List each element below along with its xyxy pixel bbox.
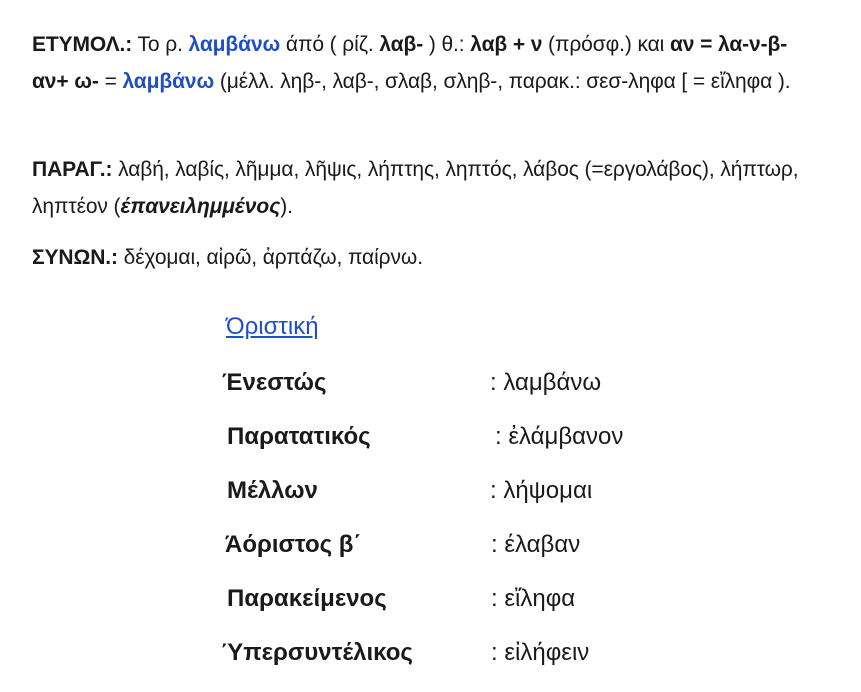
derivatives-emphasis: έπανειλημμένος — [120, 195, 281, 218]
etymology-text: = — [98, 70, 123, 93]
verb-form: : ἐλάμβανον — [495, 423, 624, 450]
etymology-text: (πρόσφ.) και — [542, 33, 670, 56]
lemma-highlight: λαμβάνω — [188, 33, 281, 56]
tense-label: Ύπερσυντέλικος — [221, 639, 413, 666]
verb-form: : εἴληφα — [491, 585, 576, 612]
etymology-label: ΕΤΥΜΟΛ.: — [32, 33, 133, 56]
derivatives-text: λαβή, λαβίς, λῆμμα, λῆψις, λήπτης, ληπτός, λάβος (=εργολάβος), λήπτωρ, ληπτέον ( — [32, 158, 799, 218]
tense-label: Άόριστος β΄ — [225, 531, 362, 558]
tense-label: Ένεστώς — [222, 369, 327, 396]
etymology-text: (μέλλ. ληβ-, λαβ-, σλαβ, σληβ-, παρακ.: σεσ-ληφα [ = εἴληφα ). — [214, 70, 791, 93]
tense-label: Μέλλων — [227, 477, 318, 504]
tense-label: Παρακείμενος — [227, 585, 387, 612]
verb-form: : λήψομαι — [490, 477, 593, 504]
root-formula: λαβ + ν — [470, 33, 543, 56]
etymology-text: άπό ( ρίζ. — [280, 33, 380, 56]
synonyms-text: δέχομαι, αἰρῶ, ἁρπάζω, παίρνω. — [117, 246, 423, 269]
verb-form: : εἰλήφειν — [491, 639, 590, 666]
verb-form: : λαμβάνω — [490, 369, 602, 396]
tense-label: Παρατατικός — [227, 423, 371, 450]
stem-formula: αν = λα-ν-β-αν+ ω- — [32, 33, 788, 93]
lemma-highlight: λαμβάνω — [122, 70, 215, 93]
derivatives-label: ΠΑΡΑΓ.: — [32, 158, 113, 181]
mood-link-indicative[interactable]: Όριστική — [226, 313, 319, 340]
verb-form: : έλαβαν — [491, 531, 581, 558]
etymology-paragraph — [32, 26, 822, 100]
etymology-text: Το ρ. — [132, 33, 189, 56]
synonyms-paragraph — [32, 239, 822, 276]
derivatives-paragraph — [32, 151, 822, 225]
synonyms-label: ΣΥΝΩΝ.: — [32, 246, 118, 269]
derivatives-text: ). — [280, 195, 293, 218]
etymology-text: ) θ.: — [423, 33, 471, 56]
root-term: λαβ- — [379, 33, 424, 56]
